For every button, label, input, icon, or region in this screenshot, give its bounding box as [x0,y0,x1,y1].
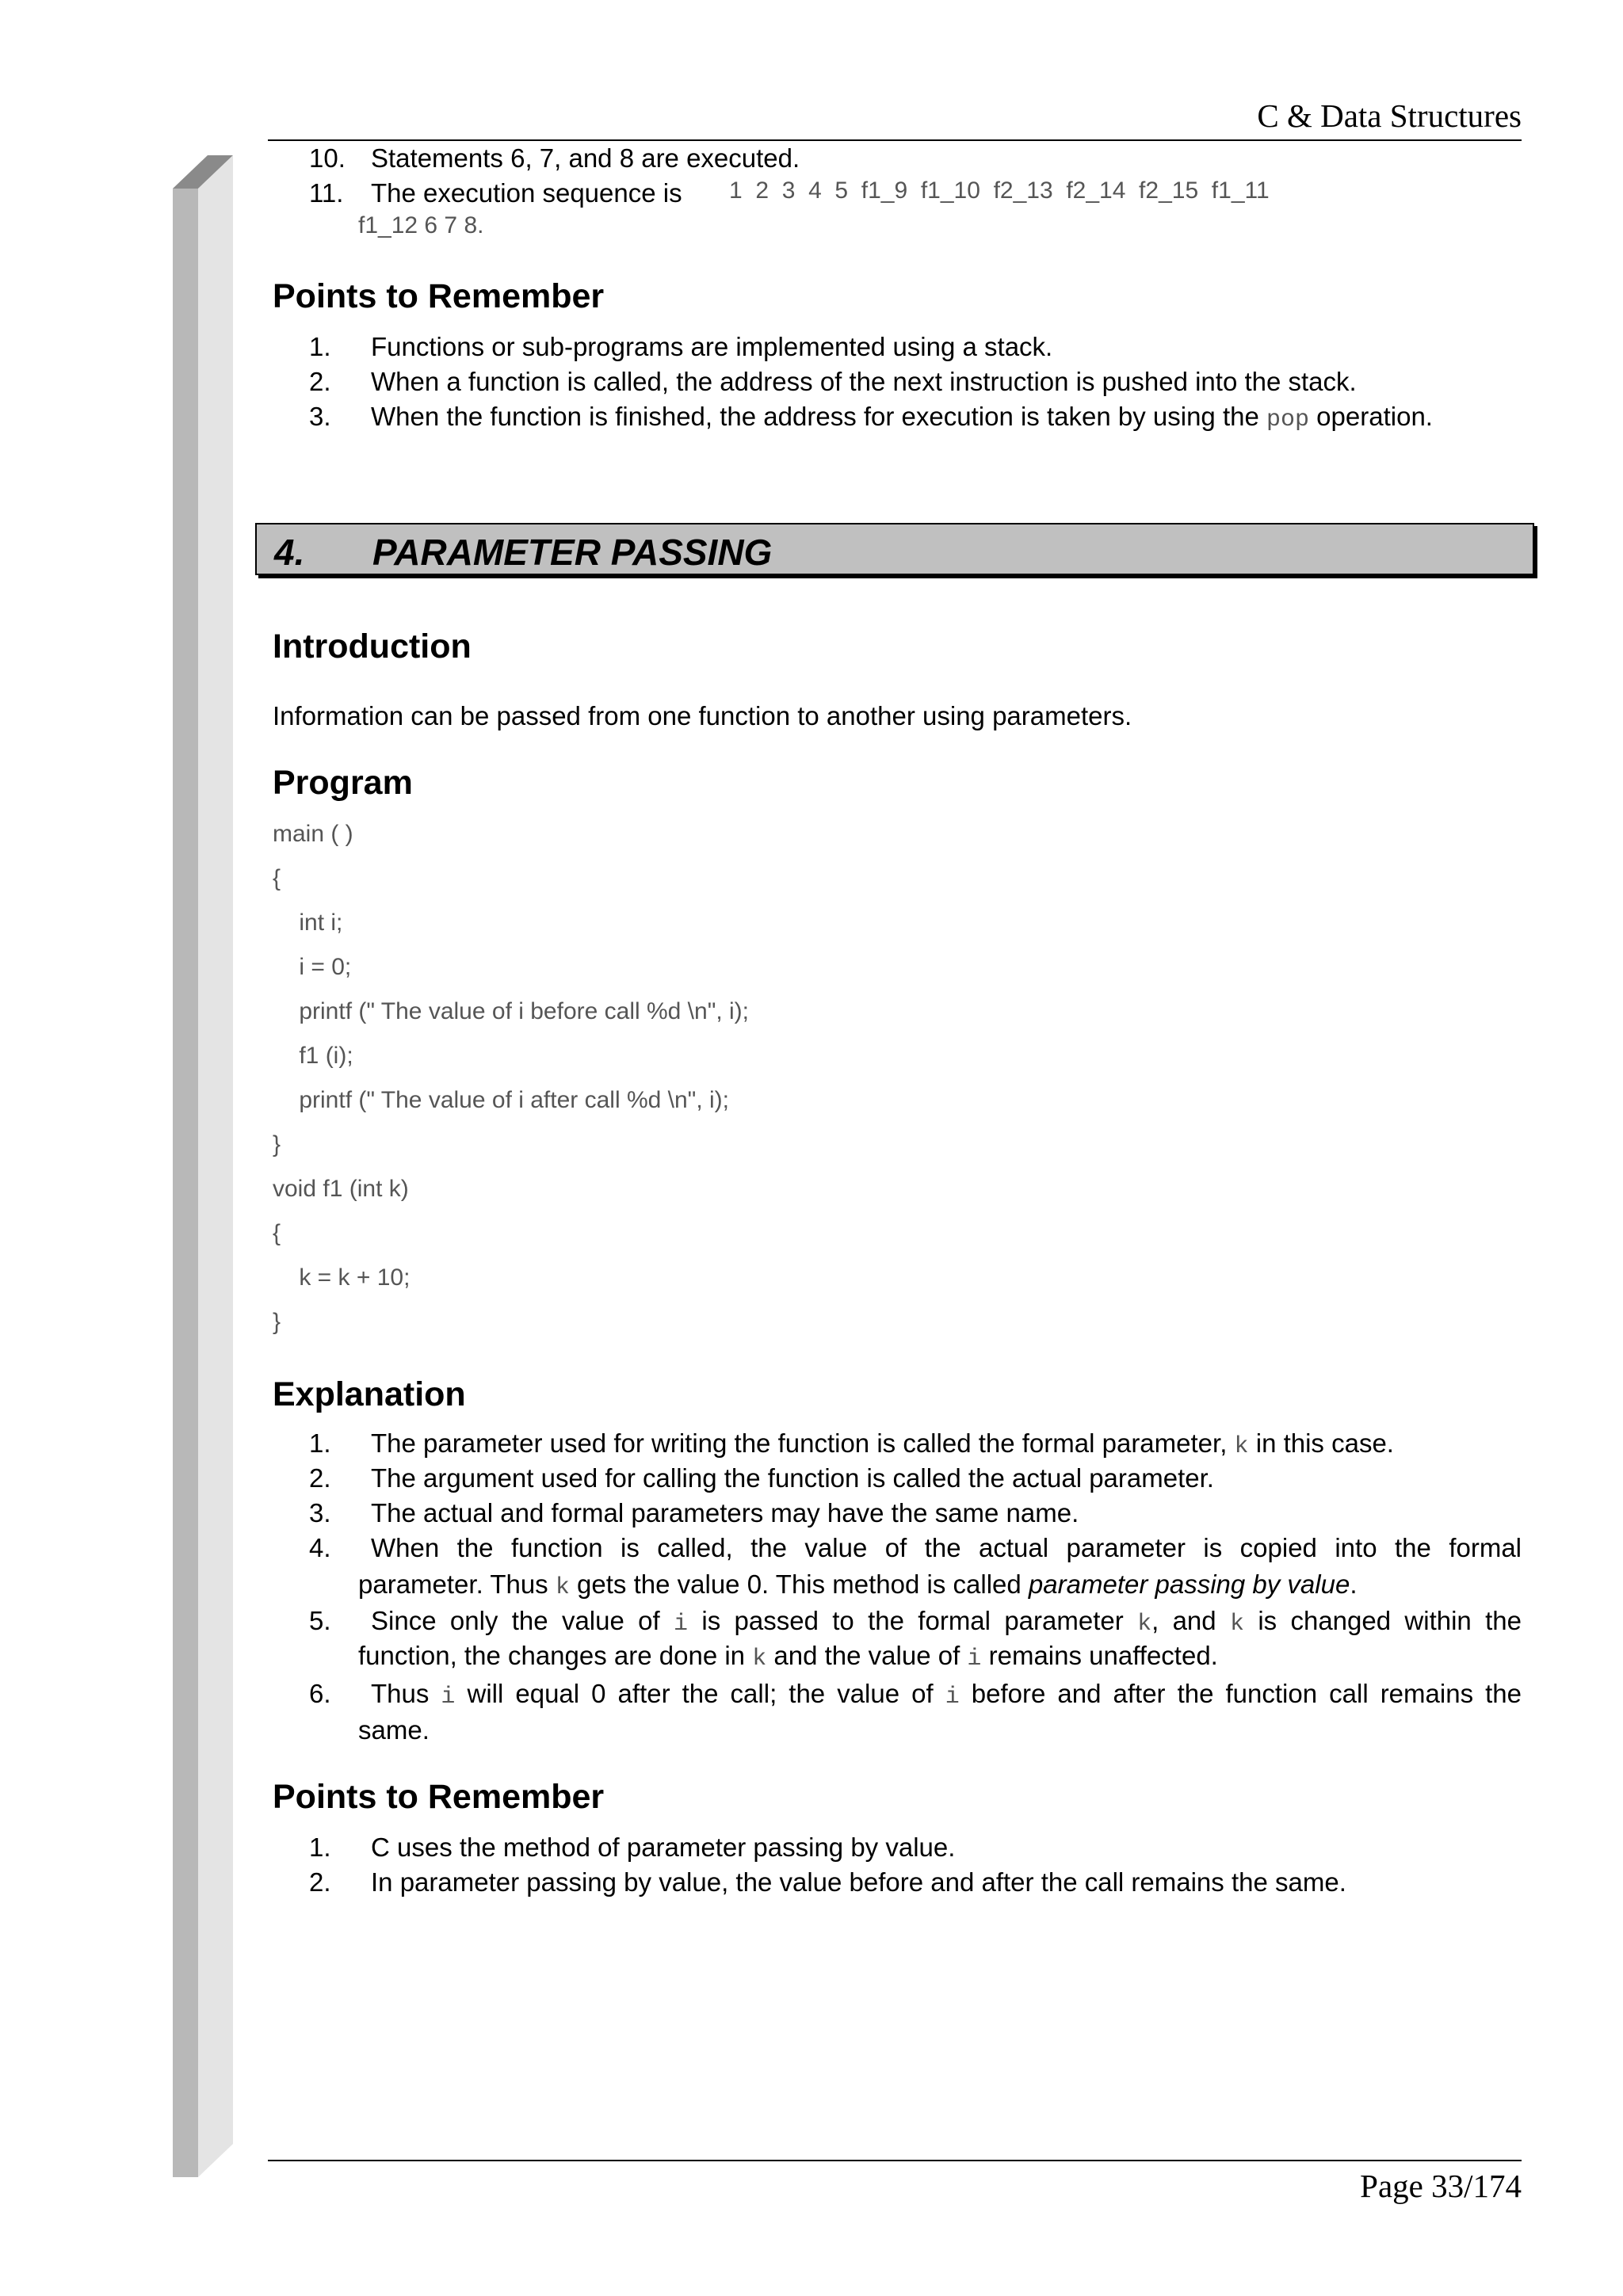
list-item-text: The actual and formal parameters may have the same name. [371,1498,1079,1527]
inline-code: i [967,1646,982,1672]
code-line: int i; [273,910,343,936]
list-number: 3. [309,1498,331,1527]
list-item-text: Statements 6, 7, and 8 are executed. [371,143,800,173]
inline-code: k [1137,1611,1152,1638]
inline-code: i [441,1684,456,1711]
section-heading: Points to Remember [273,1778,605,1816]
list-number: 2. [309,1463,331,1493]
list-number: 11. [309,178,344,208]
list-item-text: Functions or sub-programs are implemented using a stack. [371,332,1053,361]
list-item-text: C uses the method of parameter passing by value. [371,1833,956,1862]
section-heading: Introduction [273,627,472,666]
code-line: } [273,1131,281,1158]
list-number: 6. [309,1679,331,1708]
page-number: Page 33/174 [1360,2168,1522,2204]
inline-code: i [945,1684,960,1711]
list-item-text: The execution sequence is [371,178,682,208]
list-number: 3. [309,402,331,431]
inline-code: i [674,1611,689,1638]
list-number: 2. [309,367,331,396]
running-header-title: C & Data Structures [1257,97,1522,134]
inline-code: k [555,1574,570,1601]
list-item-text: same. [358,1715,430,1745]
emphasis: parameter passing by value [1028,1569,1350,1599]
inline-code: pop [1266,406,1310,433]
inline-code: k [752,1646,767,1672]
list-item-text: In parameter passing by value, the value before and after the call remains the same. [371,1867,1346,1897]
list-number: 1. [309,332,331,361]
list-number: 1. [309,1833,331,1862]
list-number: 10. [309,143,346,173]
list-item-text: When the function is finished, the address for execution is taken by using the pop operation. [371,402,1433,433]
list-number: 5. [309,1606,331,1635]
decorative-side-bar [0,0,254,2296]
code-line: f1 (i); [273,1043,353,1069]
list-item-text: When a function is called, the address of the next instruction is pushed into the stack. [371,367,1357,396]
code-line: { [273,1220,281,1246]
list-item-text: The parameter used for writing the function is called the formal parameter, k in this case. [371,1428,1394,1460]
list-item-text: Thus i will equal 0 after the call; the value of i before and after the function call remains the [371,1679,1522,1711]
list-number: 4. [309,1533,331,1562]
code-line: k = k + 10; [273,1264,411,1291]
list-item-text: The argument used for calling the function is called the actual parameter. [371,1463,1214,1493]
code-line: } [273,1309,281,1335]
section-number: 4. [274,532,305,573]
list-number: 2. [309,1867,331,1897]
footer-rule [268,2160,1522,2161]
code-line: main ( ) [273,821,353,847]
execution-sequence-code: 1 2 3 4 5 f1_9 f1_10 f2_13 f2_14 f2_15 f1_11 [729,177,1270,204]
code-line: i = 0; [273,954,352,980]
list-item-text: parameter. Thus k gets the value 0. This method is called parameter passing by value. [358,1569,1358,1601]
code-line: printf (" The value of i after call %d \n", i); [273,1087,729,1113]
code-line: printf (" The value of i before call %d \n", i); [273,998,750,1024]
section-banner [255,523,1534,575]
execution-sequence-code: f1_12 6 7 8. [358,212,484,238]
section-heading: Explanation [273,1375,466,1413]
paragraph: Information can be passed from one function to another using parameters. [273,701,1132,730]
inline-code: k [1229,1611,1244,1638]
code-line: void f1 (int k) [273,1176,409,1202]
list-item-text: When the function is called, the value of the actual parameter is copied into the formal [371,1533,1522,1562]
section-title: PARAMETER PASSING [372,532,773,573]
code-line: { [273,865,281,891]
section-heading: Points to Remember [273,277,605,315]
section-heading: Program [273,764,413,802]
inline-code: k [1234,1433,1249,1460]
list-item-text: function, the changes are done in k and the value of i remains unaffected. [358,1641,1218,1672]
list-number: 1. [309,1428,331,1458]
list-item-text: Since only the value of i is passed to the formal parameter k, and k is changed within the [371,1606,1522,1638]
